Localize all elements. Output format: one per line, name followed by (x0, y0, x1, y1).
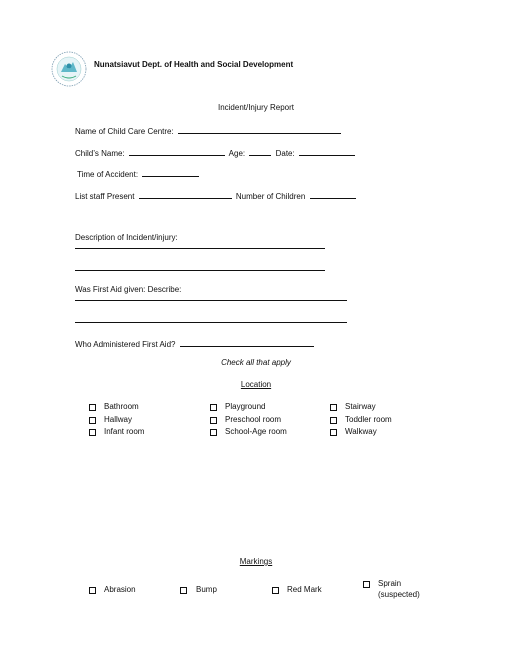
first-aid-line-1[interactable] (75, 300, 347, 301)
who-administered-blank[interactable] (180, 338, 314, 347)
option-walkway: Walkway (345, 427, 377, 436)
age-label: Age: (228, 149, 246, 158)
centre-name-field (75, 125, 343, 136)
description-label: Description of Incident/injury: (75, 233, 178, 242)
checkbox-stairway[interactable] (330, 404, 337, 411)
checkbox-school-age-room[interactable] (210, 429, 217, 436)
checkbox-toddler-room[interactable] (330, 417, 337, 424)
option-preschool-room: Preschool room (225, 415, 282, 424)
staff-field (75, 190, 358, 201)
who-administered-field (75, 338, 316, 349)
description-line-1[interactable] (75, 248, 325, 249)
checkbox-abrasion[interactable] (89, 587, 96, 594)
option-school-age-room: School-Age room (225, 427, 287, 436)
time-label: Time of Accident: (77, 170, 139, 179)
checkbox-infant-room[interactable] (89, 429, 96, 436)
location-heading: Location (240, 380, 272, 389)
child-name-blank[interactable] (129, 147, 225, 156)
description-line-2[interactable] (75, 270, 325, 271)
centre-name-label: Name of Child Care Centre: (75, 127, 174, 136)
checkbox-sprain[interactable] (363, 581, 370, 588)
checkbox-preschool-room[interactable] (210, 417, 217, 424)
organization-name: Nunatsiavut Dept. of Health and Social Development (94, 60, 294, 69)
centre-name-blank[interactable] (178, 125, 341, 134)
child-info-field (75, 147, 357, 158)
option-bathroom: Bathroom (104, 402, 139, 411)
option-red-mark: Red Mark (287, 585, 322, 594)
child-name-label: Child’s Name: (75, 149, 125, 158)
num-children-label: Number of Children (235, 192, 306, 201)
date-label: Date: (275, 149, 295, 158)
first-aid-label: Was First Aid given: Describe: (75, 285, 182, 294)
first-aid-line-2[interactable] (75, 322, 347, 323)
num-children-blank[interactable] (310, 190, 356, 199)
checkbox-bathroom[interactable] (89, 404, 96, 411)
date-blank[interactable] (299, 147, 355, 156)
option-playground: Playground (225, 402, 266, 411)
time-field (77, 168, 201, 179)
checkbox-hallway[interactable] (89, 417, 96, 424)
option-sprain-qualifier: (suspected) (378, 590, 420, 599)
age-blank[interactable] (249, 147, 271, 156)
option-toddler-room: Toddler room (345, 415, 392, 424)
who-administered-label: Who Administered First Aid? (75, 340, 176, 349)
staff-blank[interactable] (139, 190, 232, 199)
option-bump: Bump (196, 585, 217, 594)
checkbox-walkway[interactable] (330, 429, 337, 436)
organization-logo (50, 50, 88, 88)
option-sprain: Sprain (378, 579, 402, 588)
option-hallway: Hallway (104, 415, 133, 424)
option-infant-room: Infant room (104, 427, 145, 436)
report-title: Incident/Injury Report (217, 103, 295, 112)
checkbox-red-mark[interactable] (272, 587, 279, 594)
markings-heading: Markings (239, 557, 273, 566)
time-blank[interactable] (142, 168, 199, 177)
check-all-instruction: Check all that apply (221, 358, 291, 367)
option-stairway: Stairway (345, 402, 376, 411)
checkbox-bump[interactable] (180, 587, 187, 594)
checkbox-playground[interactable] (210, 404, 217, 411)
option-abrasion: Abrasion (104, 585, 136, 594)
staff-label: List staff Present (75, 192, 135, 201)
